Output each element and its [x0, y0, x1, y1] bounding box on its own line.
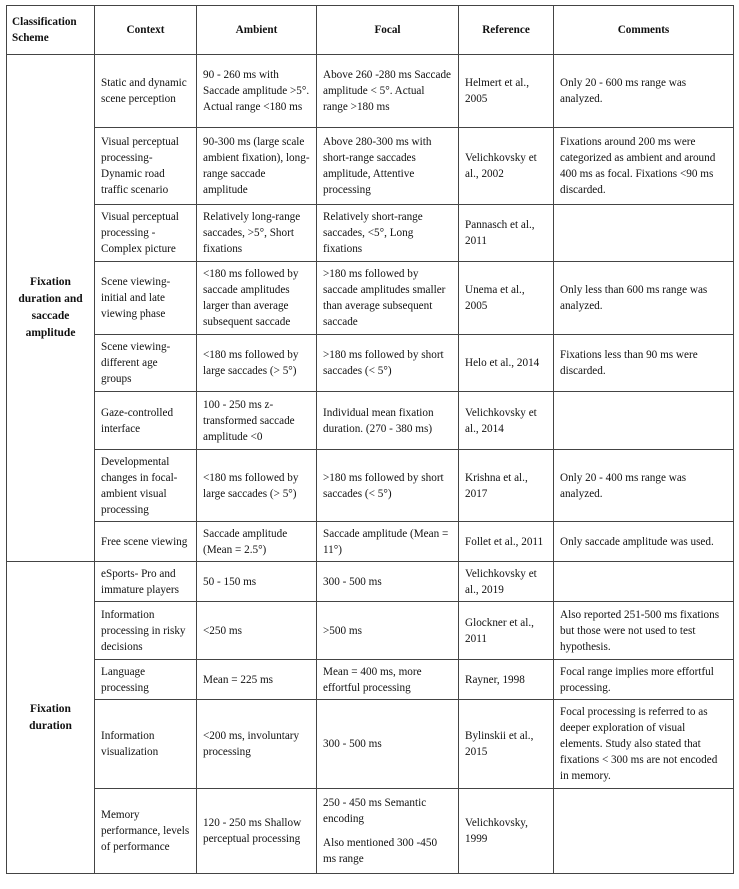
- reference-cell: Glockner et al., 2011: [459, 602, 554, 660]
- table-row: [7, 450, 734, 522]
- table-container: [6, 5, 733, 874]
- comments-cell: [554, 789, 734, 874]
- reference-cell: Velichkovsky, 1999: [459, 789, 554, 874]
- focal-cell: Individual mean fixation duration. (270 - 380 ms): [317, 392, 459, 450]
- ambient-cell: 90 - 260 ms with Saccade amplitude >5°. Actual range <180 ms: [197, 55, 317, 128]
- header-row: [7, 6, 734, 55]
- comments-cell: [554, 205, 734, 262]
- header-focal: Focal: [317, 6, 459, 55]
- ambient-cell: Saccade amplitude (Mean = 2.5°): [197, 522, 317, 562]
- reference-cell: Velichkovsky et al., 2002: [459, 128, 554, 205]
- reference-cell: Follet et al., 2011: [459, 522, 554, 562]
- reference-cell: Rayner, 1998: [459, 660, 554, 700]
- comments-cell: Focal processing is referred to as deeper exploration of visual elements. Study also stated that fixations < 300 ms are not encoded in memory.: [554, 700, 734, 789]
- table-row: [7, 789, 734, 874]
- focal-cell: Relatively short-range saccades, <5°, Long fixations: [317, 205, 459, 262]
- comments-cell: Only less than 600 ms range was analyzed.: [554, 262, 734, 335]
- comments-cell: Only 20 - 600 ms range was analyzed.: [554, 55, 734, 128]
- ambient-cell: 100 - 250 ms z-transformed saccade amplitude <0: [197, 392, 317, 450]
- reference-cell: Bylinskii et al., 2015: [459, 700, 554, 789]
- ambient-cell: 90-300 ms (large scale ambient fixation), long-range saccade amplitude: [197, 128, 317, 205]
- ambient-cell: Mean = 225 ms: [197, 660, 317, 700]
- focal-cell: Above 280-300 ms with short-range saccades amplitude, Attentive processing: [317, 128, 459, 205]
- ambient-cell: 50 - 150 ms: [197, 562, 317, 602]
- focal-cell: Mean = 400 ms, more effortful processing: [317, 660, 459, 700]
- context-cell: Scene viewing- different age groups: [95, 335, 197, 392]
- comments-cell: Fixations around 200 ms were categorized as ambient and around 400 ms as focal. Fixations <90 ms discarded.: [554, 128, 734, 205]
- line-gap: [323, 827, 452, 835]
- comments-cell: Only saccade amplitude was used.: [554, 522, 734, 562]
- focal-extra-text: Also mentioned 300 -450 ms range: [323, 837, 438, 865]
- table-row: [7, 262, 734, 335]
- context-cell: Developmental changes in focal-ambient visual processing: [95, 450, 197, 522]
- context-cell: Static and dynamic scene perception: [95, 55, 197, 128]
- focal-cell: >180 ms followed by saccade amplitudes smaller than average subsequent saccade: [317, 262, 459, 335]
- context-cell: Memory performance, levels of performance: [95, 789, 197, 874]
- table-row: [7, 562, 734, 602]
- ambient-cell: <200 ms, involuntary processing: [197, 700, 317, 789]
- comments-cell: Only 20 - 400 ms range was analyzed.: [554, 450, 734, 522]
- context-cell: eSports- Pro and immature players: [95, 562, 197, 602]
- scheme-cell: Fixation duration: [7, 562, 95, 874]
- focal-main-text: 250 - 450 ms Semantic encoding: [323, 797, 427, 825]
- focal-cell: 300 - 500 ms: [317, 700, 459, 789]
- focal-cell: >180 ms followed by short saccades (< 5°): [317, 450, 459, 522]
- context-cell: Visual perceptual processing- Dynamic road traffic scenario: [95, 128, 197, 205]
- reference-cell: Helo et al., 2014: [459, 335, 554, 392]
- ambient-cell: 120 - 250 ms Shallow perceptual processing: [197, 789, 317, 874]
- reference-cell: Helmert et al., 2005: [459, 55, 554, 128]
- comments-cell: Focal range implies more effortful processing.: [554, 660, 734, 700]
- table-row: [7, 522, 734, 562]
- classification-table: [6, 5, 734, 874]
- comments-cell: [554, 392, 734, 450]
- context-cell: Information processing in risky decisions: [95, 602, 197, 660]
- comments-cell: Fixations less than 90 ms were discarded.: [554, 335, 734, 392]
- ambient-cell: Relatively long-range saccades, >5°, Short fixations: [197, 205, 317, 262]
- table-row: [7, 335, 734, 392]
- comments-cell: [554, 562, 734, 602]
- header-reference: Reference: [459, 6, 554, 55]
- focal-cell: >500 ms: [317, 602, 459, 660]
- context-cell: Visual perceptual processing - Complex picture: [95, 205, 197, 262]
- focal-cell: Above 260 -280 ms Saccade amplitude < 5°. Actual range >180 ms: [317, 55, 459, 128]
- focal-cell: [317, 789, 459, 874]
- header-context: Context: [95, 6, 197, 55]
- context-cell: Language processing: [95, 660, 197, 700]
- reference-cell: Velichkovsky et al., 2014: [459, 392, 554, 450]
- focal-cell: 300 - 500 ms: [317, 562, 459, 602]
- table-row: [7, 55, 734, 128]
- ambient-cell: <180 ms followed by large saccades (> 5°): [197, 335, 317, 392]
- ambient-cell: <250 ms: [197, 602, 317, 660]
- reference-cell: Velichkovsky et al., 2019: [459, 562, 554, 602]
- reference-cell: Unema et al., 2005: [459, 262, 554, 335]
- header-classification-scheme: Classification Scheme: [7, 6, 95, 55]
- reference-cell: Pannasch et al., 2011: [459, 205, 554, 262]
- header-comments: Comments: [554, 6, 734, 55]
- table-row: [7, 205, 734, 262]
- reference-cell: Krishna et al., 2017: [459, 450, 554, 522]
- scheme-cell: Fixation duration and saccade amplitude: [7, 55, 95, 562]
- table-row: [7, 660, 734, 700]
- table-row: [7, 700, 734, 789]
- context-cell: Information visualization: [95, 700, 197, 789]
- ambient-cell: <180 ms followed by large saccades (> 5°): [197, 450, 317, 522]
- context-cell: Scene viewing- initial and late viewing phase: [95, 262, 197, 335]
- comments-cell: Also reported 251-500 ms fixations but those were not used to test hypothesis.: [554, 602, 734, 660]
- context-cell: Free scene viewing: [95, 522, 197, 562]
- ambient-cell: <180 ms followed by saccade amplitudes larger than average subsequent saccade: [197, 262, 317, 335]
- table-row: [7, 392, 734, 450]
- table-row: [7, 128, 734, 205]
- table-row: [7, 602, 734, 660]
- header-ambient: Ambient: [197, 6, 317, 55]
- focal-cell: Saccade amplitude (Mean = 11°): [317, 522, 459, 562]
- focal-cell: >180 ms followed by short saccades (< 5°): [317, 335, 459, 392]
- context-cell: Gaze-controlled interface: [95, 392, 197, 450]
